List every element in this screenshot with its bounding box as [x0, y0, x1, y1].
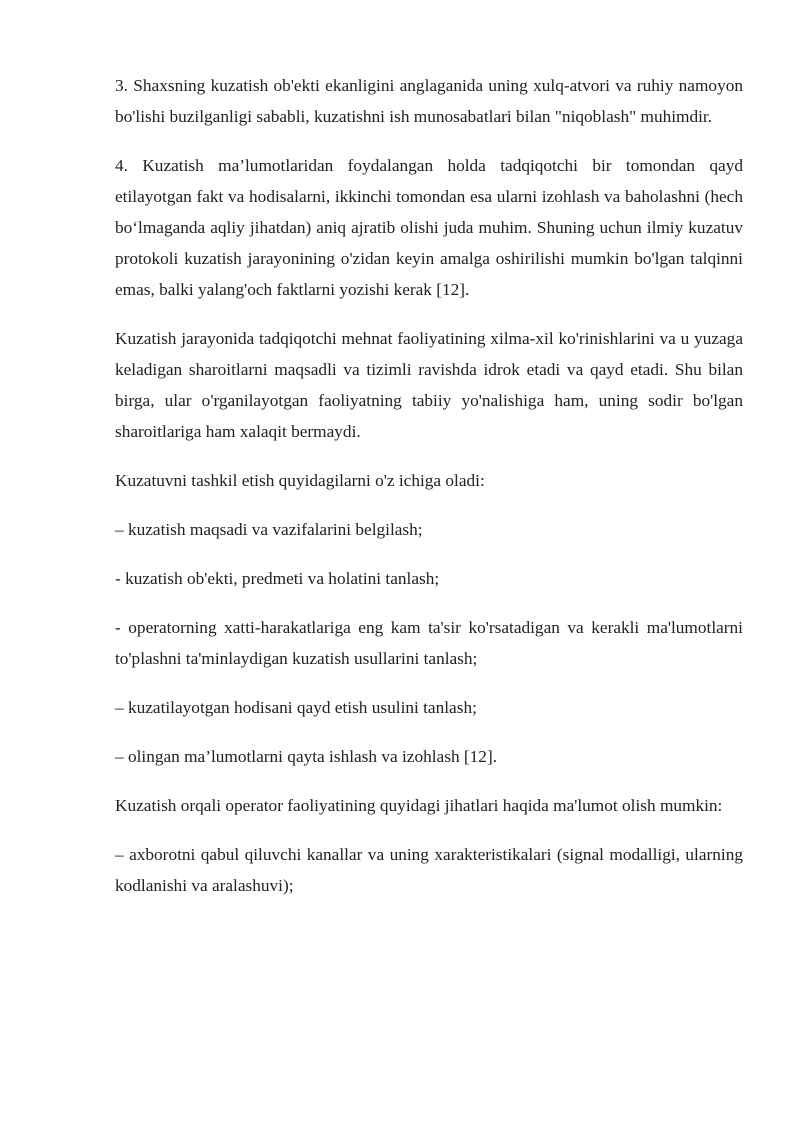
list-item-recording: – kuzatilayotgan hodisani qayd etish usulini tanlash;	[115, 698, 477, 717]
paragraph-operator-aspects: Kuzatish orqali operator faoliyatining quyidagi jihatlari haqida ma'lumot olish mumkin:	[115, 796, 723, 815]
document-page	[115, 70, 743, 919]
paragraph-organization-intro: Kuzatuvni tashkil etish quyidagilarni o'z ichiga oladi:	[115, 471, 485, 490]
list-item-goals: – kuzatish maqsadi va vazifalarini belgilash;	[115, 520, 423, 539]
paragraph-point-3: 3. Shaxsning kuzatish ob'ekti ekanligini anglaganida uning xulq-atvori va ruhiy namoyon bo'lishi buzilganligi sababli, kuzatishni ish munosabatlari bilan "niqoblash" muhimdir.	[115, 76, 743, 126]
paragraph-point-4: 4. Kuzatish ma’lumotlaridan foydalangan holda tadqiqotchi bir tomondan qayd etilayotgan fakt va hodisalarni, ikkinchi tomondan esa ularni izohlash va baholashni (hech bo‘lmaganda aqliy jihatdan) aniq ajratib olishi juda muhim. Shuning uchun ilmiy kuzatuv protokoli kuzatish jarayonining o'zidan keyin amalga oshirilishi mumkin bo'lgan talqinni emas, balki yalang'och faktlarni yozishi kerak [12].	[115, 156, 743, 299]
list-item-processing: – olingan ma’lumotlarni qayta ishlash va izohlash [12].	[115, 747, 498, 766]
list-item-methods: - operatorning xatti-harakatlariga eng kam ta'sir ko'rsatadigan va kerakli ma'lumotlarni to'plashni ta'minlaydigan kuzatish usullarini tanlash;	[115, 618, 743, 668]
list-item-channels: – axborotni qabul qiluvchi kanallar va uning xarakteristikalari (signal modalligi, ularning kodlanishi va aralashuvi);	[115, 845, 743, 895]
list-item-object: - kuzatish ob'ekti, predmeti va holatini tanlash;	[115, 569, 440, 588]
paragraph-observation-process: Kuzatish jarayonida tadqiqotchi mehnat faoliyatining xilma-xil ko'rinishlarini va u yuzaga keladigan sharoitlarni maqsadli va tizimli ravishda idrok etadi va qayd etadi. Shu bilan birga, ular o'rganilayotgan faoliyatning tabiiy yo'nalishiga ham, uning sodir bo'lgan sharoitlariga ham xalaqit bermaydi.	[115, 329, 743, 441]
